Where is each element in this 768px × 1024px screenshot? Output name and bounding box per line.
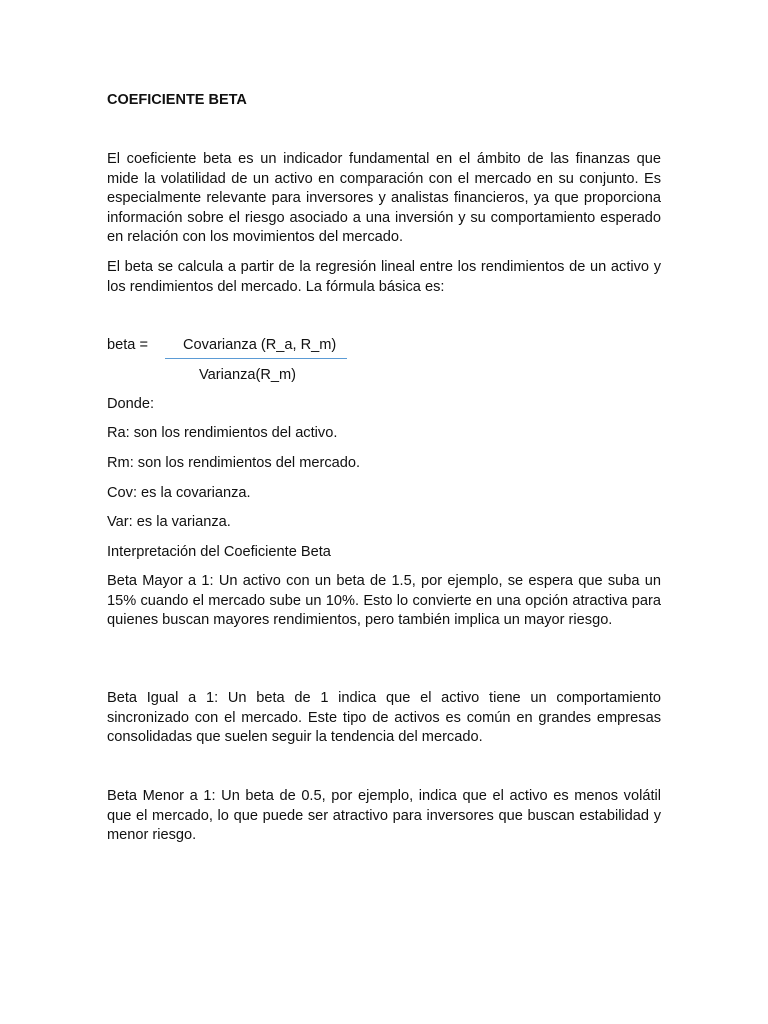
document-title: COEFICIENTE BETA xyxy=(107,92,247,108)
intro-paragraph: El coeficiente beta es un indicador fundamental en el ámbito de las finanzas que mide la volatilidad de un activo en comparación con el mercado en su conjunto. Es especialmente relevante para inversores y analistas financieros, ya que proporciona información sobre el riesgo asociado a una inversión y su comportamiento esperado en relación con los movimientos del mercado. xyxy=(107,151,661,246)
formula-lhs: beta = xyxy=(107,337,148,353)
calculation-paragraph: El beta se calcula a partir de la regresión lineal entre los rendimientos de un activo y los rendimientos del mercado. La fórmula básica es: xyxy=(107,259,661,295)
formula-denominator: Varianza(R_m) xyxy=(199,367,297,383)
beta-equal-paragraph: Beta Igual a 1: Un beta de 1 indica que el activo tiene un comportamiento sincronizado con el mercado. Este tipo de activos es común en grandes empresas consolidadas que suelen seguir la tendencia del mercado. xyxy=(107,690,661,746)
where-label: Donde: xyxy=(107,396,155,412)
fraction-bar xyxy=(165,358,347,359)
beta-formula xyxy=(107,334,661,394)
formula-numerator: Covarianza (R_a, R_m) xyxy=(183,337,337,353)
definition-rm: Rm: son los rendimientos del mercado. xyxy=(107,455,361,471)
definition-ra: Ra: son los rendimientos del activo. xyxy=(107,425,338,441)
interpretation-heading: Interpretación del Coeficiente Beta xyxy=(107,544,331,560)
beta-less-paragraph: Beta Menor a 1: Un beta de 0.5, por ejemplo, indica que el activo es menos volátil que el mercado, lo que puede ser atractivo para inversores que buscan estabilidad y menor riesgo. xyxy=(107,788,661,844)
beta-greater-paragraph: Beta Mayor a 1: Un activo con un beta de 1.5, por ejemplo, se espera que suba un 15% cuando el mercado sube un 10%. Esto lo convierte en una opción atractiva para quienes buscan mayores rendimientos, pero también implica un mayor riesgo. xyxy=(107,573,661,629)
definition-cov: Cov: es la covarianza. xyxy=(107,485,251,501)
definition-var: Var: es la varianza. xyxy=(107,514,231,530)
